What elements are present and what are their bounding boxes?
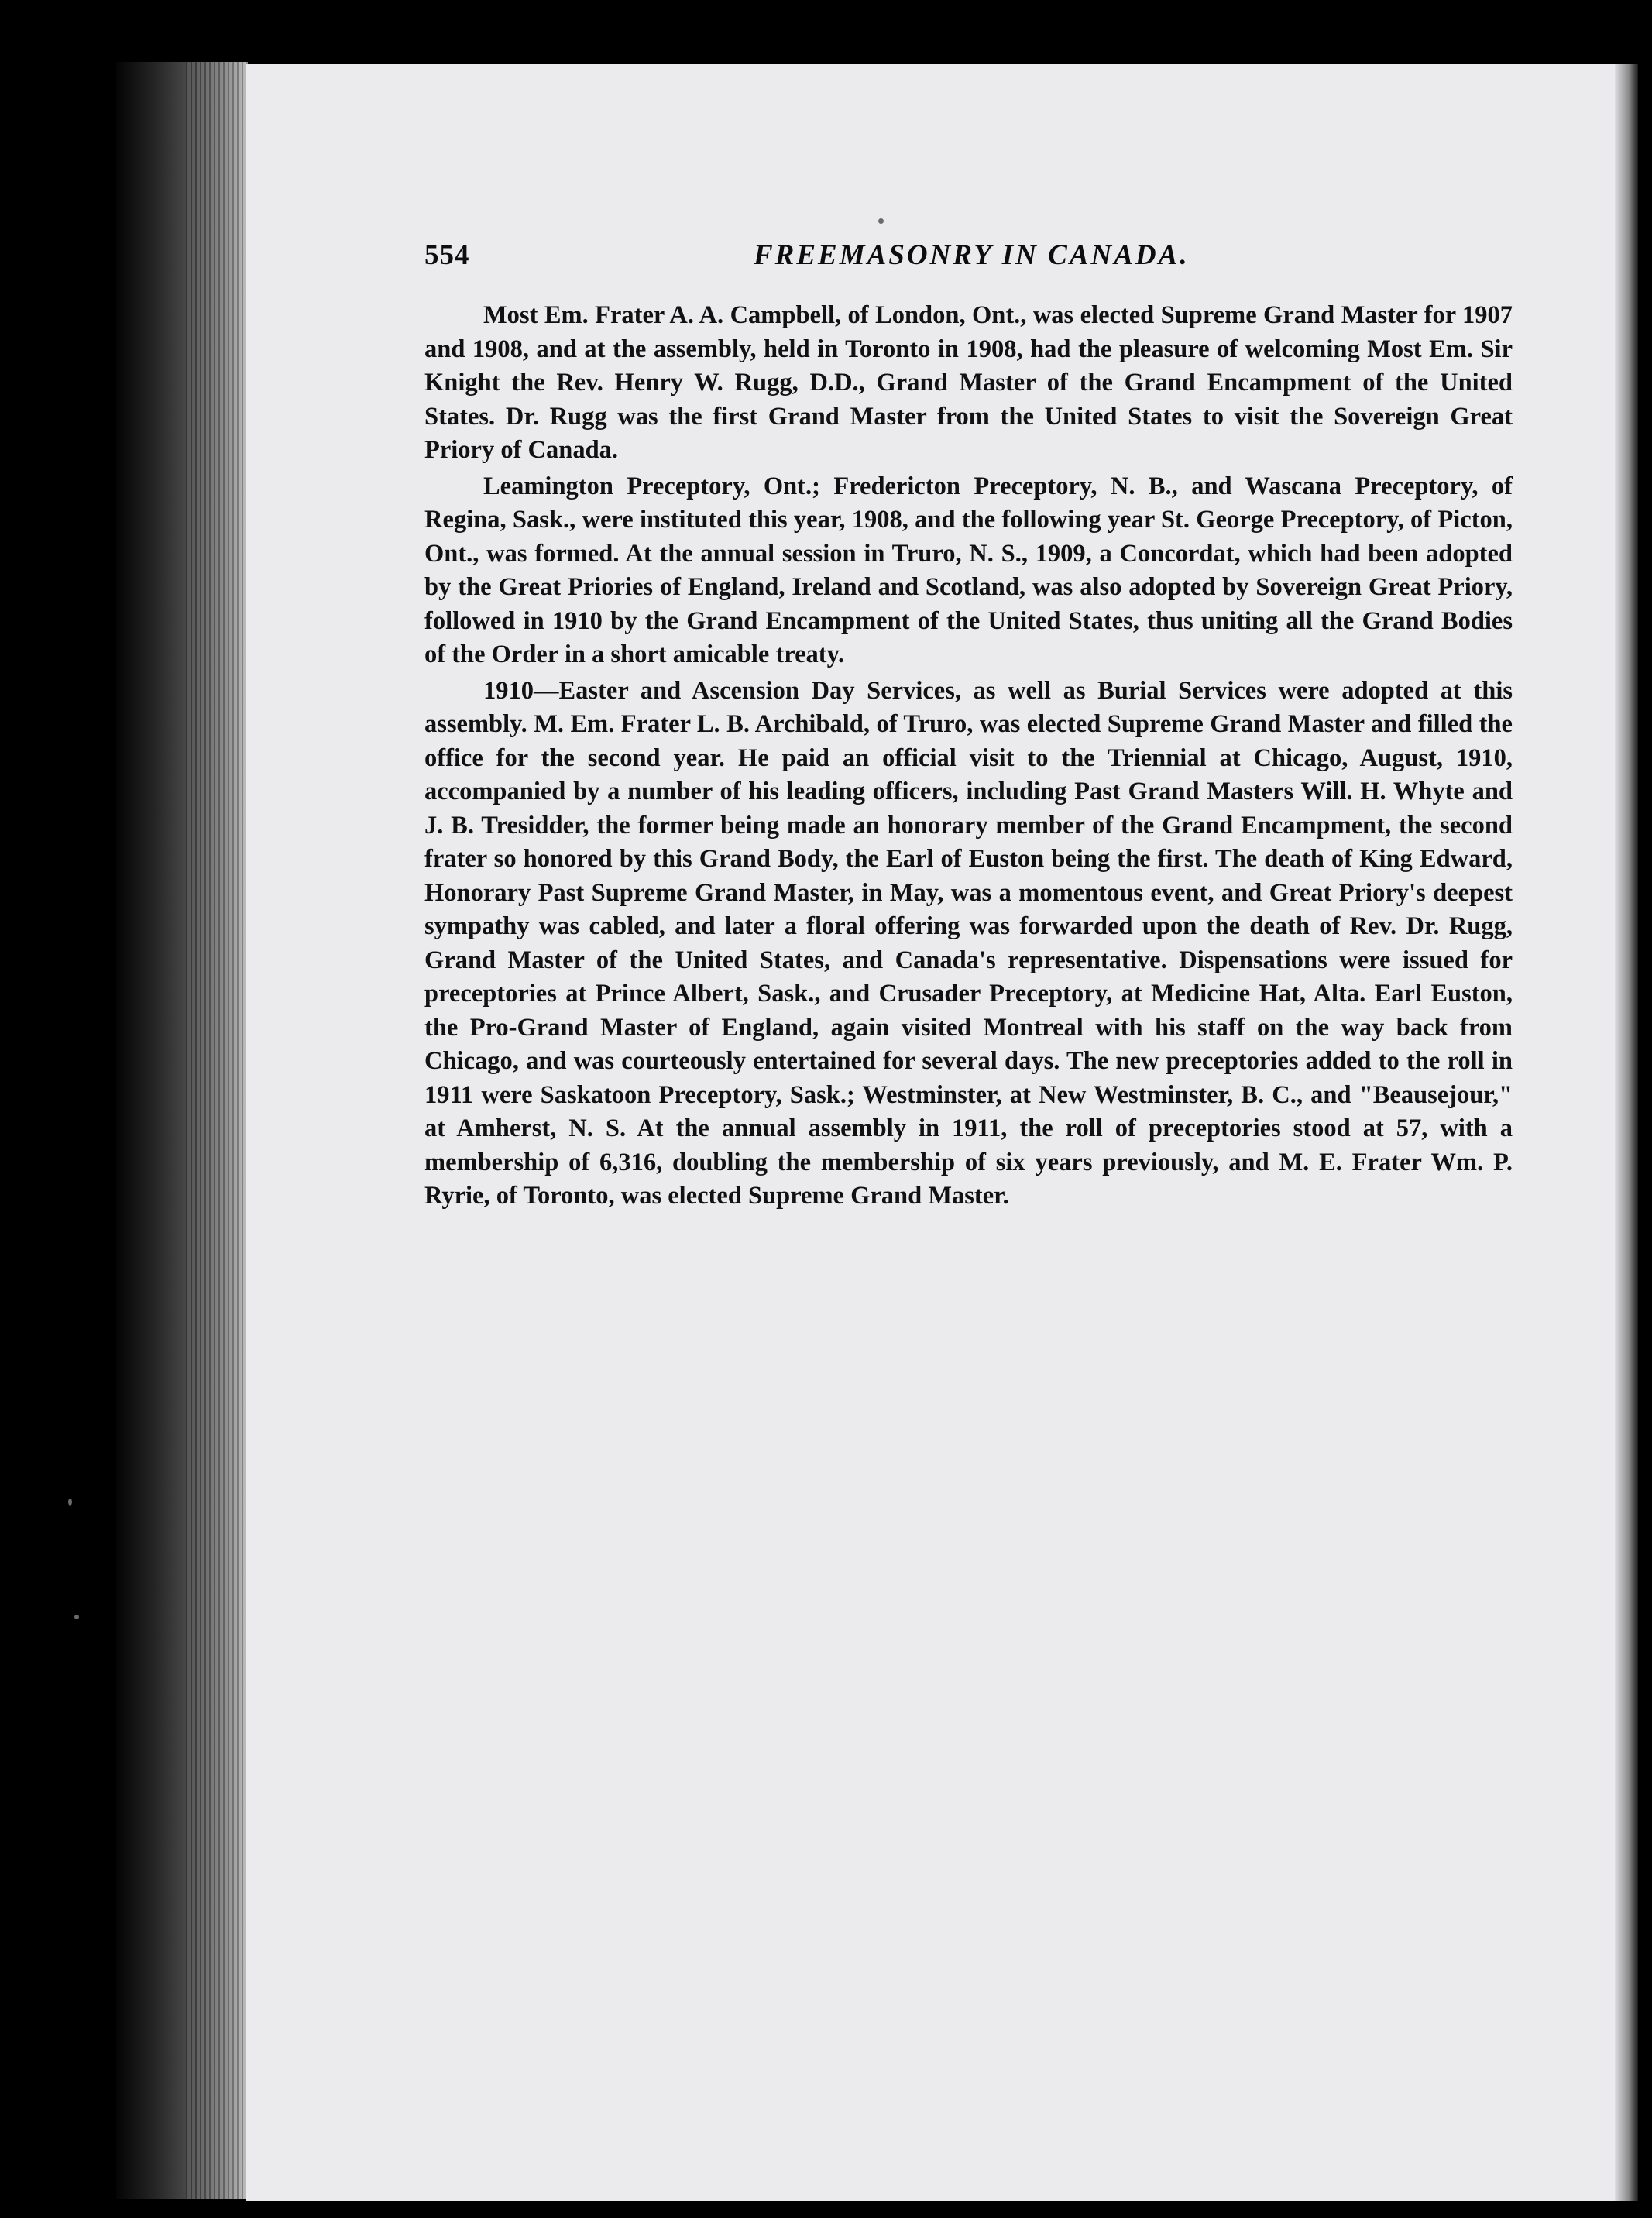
binding-streaks (186, 62, 248, 2199)
paragraph: Most Em. Frater A. A. Campbell, of London, Ont., was elected Supreme Grand Master for 1907 and 1908, and at the assembly, held in Toronto in 1908, had the pleasure of welcoming Most Em. Sir Knight the Rev. Henry W. Rugg, D.D., Grand Master of the Grand Encampment of the United States. Dr. Rugg was the first Grand Master from the United States to visit the Sovereign Great Priory of Canada. (424, 301, 1513, 464)
page-edge (1615, 64, 1638, 2201)
body-text (424, 299, 1513, 1216)
dust-speck (74, 1615, 79, 1619)
dust-speck (878, 218, 884, 224)
page-number: 554 (424, 239, 470, 271)
dust-speck (68, 1499, 72, 1506)
running-title: FREEMASONRY IN CANADA. (754, 239, 1190, 271)
page-header (424, 239, 1509, 285)
paragraph: 1910—Easter and Ascension Day Services, as well as Burial Services were adopted at this assembly. M. Em. Frater L. B. Archibald, of Truro, was elected Supreme Grand Master and filled the office for the second year. He paid an official visit to the Triennial at Chicago, August, 1910, accompanied by a number of his leading officers, including Past Grand Masters Will. H. Whyte and J. B. Tresidder, the former being made an honorary member of the Grand Encampment, the second frater so honored by this Grand Body, the Earl of Euston being the first. The death of King Edward, Honorary Past Supreme Grand Master, in May, was a momentous event, and Great Priory's deepest sympathy was cabled, and later a floral offering was forwarded upon the death of Rev. Dr. Rugg, Grand Master of the United States, and Canada's representative. Dispensations were issued for preceptories at Prince Albert, Sask., and Crusader Preceptory, at Medicine Hat, Alta. Earl Euston, the Pro-Grand Master of England, again visited Montreal with his staff on the way back from Chicago, and was courteously entertained for several days. The new preceptories added to the roll in 1911 were Saskatoon Preceptory, Sask.; Westminster, at New Westminster, B. C., and "Beausejour," at Amherst, N. S. At the annual assembly in 1911, the roll of preceptories stood at 57, with a membership of 6,316, doubling the membership of six years previously, and M. E. Frater Wm. P. Ryrie, of Toronto, was elected Supreme Grand Master. (424, 676, 1513, 1210)
paragraph: Leamington Preceptory, Ont.; Fredericton Preceptory, N. B., and Wascana Preceptory, of Regina, Sask., were instituted this year, 1908, and the following year St. George Preceptory, of Picton, Ont., was formed. At the annual session in Truro, N. S., 1909, a Concordat, which had been adopted by the Great Priories of England, Ireland and Scotland, was also adopted by Sovereign Great Priory, followed in 1910 by the Grand Encampment of the United States, thus uniting all the Grand Bodies of the Order in a short amicable treaty. (424, 472, 1513, 668)
